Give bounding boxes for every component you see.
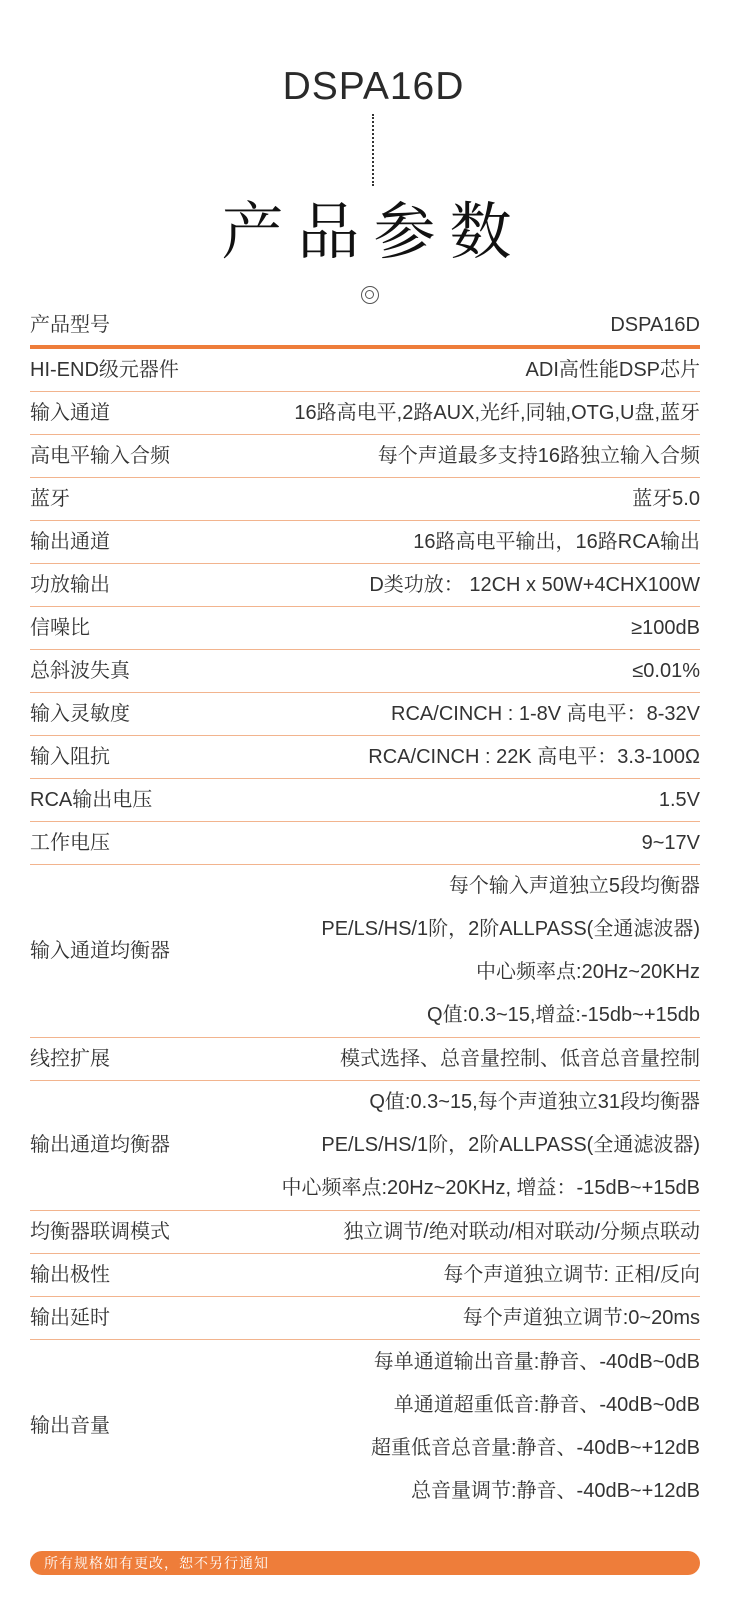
spec-label: 输出音量 [30, 1415, 110, 1437]
spec-value-line: 中心频率点:20Hz~20KHz, 增益：-15dB~+15dB [281, 1177, 700, 1199]
spec-label: 工作电压 [30, 831, 110, 854]
spec-label: 输入阻抗 [30, 745, 110, 768]
spec-label: 输入通道均衡器 [30, 939, 170, 962]
spec-row-output-volume [30, 1340, 700, 1513]
spec-value: 16路高电平输出，16路RCA输出 [413, 530, 700, 553]
spec-row-input-channels [30, 392, 700, 435]
spec-value: DSPA16D [610, 314, 700, 336]
spec-value-line: 超重低音总音量:静音、-40dB~+12dB [371, 1436, 700, 1459]
spec-row-bluetooth [30, 478, 700, 521]
spec-row-wire-control [30, 1038, 700, 1081]
spec-value-line: 每个输入声道独立5段均衡器 [448, 875, 700, 897]
spec-value: 每个声道独立调节:0~20ms [462, 1306, 700, 1329]
spec-value: ≤0.01% [632, 659, 700, 682]
spec-label: 输入灵敏度 [30, 702, 130, 725]
spec-label: 输出通道均衡器 [30, 1134, 170, 1156]
ring-ornament-icon [361, 286, 379, 304]
spec-label: 蓝牙 [30, 487, 70, 510]
spec-label: 功放输出 [30, 573, 110, 596]
spec-label: 均衡器联调模式 [30, 1220, 170, 1243]
spec-value: D类功放： 12CH x 50W+4CHX100W [369, 573, 700, 596]
spec-value: 16路高电平,2路AUX,光纤,同轴,OTG,U盘,蓝牙 [294, 401, 700, 424]
spec-value: 蓝牙5.0 [632, 487, 700, 510]
spec-value-line: 单通道超重低音:静音、-40dB~0dB [393, 1393, 700, 1416]
spec-value-line: Q值:0.3~15,每个声道独立31段均衡器 [369, 1091, 700, 1113]
spec-value-lines [321, 865, 700, 1037]
product-model-heading: DSPA16D [282, 65, 465, 108]
spec-value: 每个声道独立调节: 正相/反向 [443, 1263, 700, 1286]
spec-row-thd [30, 650, 700, 693]
spec-value-line: PE/LS/HS/1阶，2阶ALLPASS(全通滤波器) [321, 1134, 700, 1156]
spec-row-amp-output [30, 564, 700, 607]
spec-value-line: Q值:0.3~15,增益:-15db~+15db [427, 1004, 700, 1026]
spec-value: 模式选择、总音量控制、低音总音量控制 [340, 1047, 700, 1070]
spec-value-line: 中心频率点:20Hz~20KHz [476, 961, 700, 983]
spec-row-working-voltage [30, 822, 700, 865]
spec-row-components [30, 349, 700, 392]
spec-value: RCA/CINCH : 1-8V 高电平：8-32V [391, 702, 700, 725]
spec-value-line: 每单通道输出音量:静音、-40dB~0dB [373, 1350, 700, 1373]
spec-value-lines [281, 1081, 700, 1210]
spec-row-input-mixing [30, 435, 700, 478]
spec-row-output-channels [30, 521, 700, 564]
spec-label: 输出延时 [30, 1306, 110, 1329]
spec-row-input-sensitivity [30, 693, 700, 736]
spec-value-line: 总音量调节:静音、-40dB~+12dB [411, 1479, 700, 1502]
spec-label: 产品型号 [30, 314, 110, 336]
spec-value-line: PE/LS/HS/1阶，2阶ALLPASS(全通滤波器) [321, 918, 700, 940]
spec-row-output-polarity [30, 1254, 700, 1297]
spec-label: HI-END级元器件 [30, 358, 179, 381]
spec-label: 输出极性 [30, 1263, 110, 1286]
spec-value: 1.5V [658, 788, 700, 811]
spec-row-rca-voltage [30, 779, 700, 822]
spec-value: 每个声道最多支持16路独立输入合频 [377, 444, 700, 467]
spec-row-model [30, 306, 700, 349]
spec-label: 总斜波失真 [30, 659, 130, 682]
spec-row-input-impedance [30, 736, 700, 779]
spec-label: RCA输出电压 [30, 788, 153, 811]
spec-value: RCA/CINCH : 22K 高电平：3.3-100Ω [368, 745, 700, 768]
dotted-divider-line [372, 114, 374, 186]
footer-notice: 所有规格如有更改，恕不另行通知 [30, 1551, 700, 1575]
page-title: 产品参数 [221, 195, 526, 268]
spec-label: 线控扩展 [30, 1047, 110, 1070]
spec-label: 高电平输入合频 [30, 444, 170, 467]
spec-value: ADI高性能DSP芯片 [525, 358, 700, 381]
spec-row-eq-link-mode [30, 1211, 700, 1254]
spec-row-input-eq [30, 865, 700, 1038]
spec-value: 9~17V [641, 831, 700, 854]
spec-value-lines [371, 1340, 700, 1513]
spec-row-output-delay [30, 1297, 700, 1340]
spec-value: 独立调节/绝对联动/相对联动/分频点联动 [343, 1220, 700, 1243]
spec-label: 信噪比 [30, 616, 90, 639]
spec-label: 输入通道 [30, 401, 110, 424]
spec-row-output-eq [30, 1081, 700, 1211]
spec-table [30, 306, 700, 1513]
spec-value: ≥100dB [631, 616, 700, 639]
spec-label: 输出通道 [30, 530, 110, 553]
spec-row-snr [30, 607, 700, 650]
